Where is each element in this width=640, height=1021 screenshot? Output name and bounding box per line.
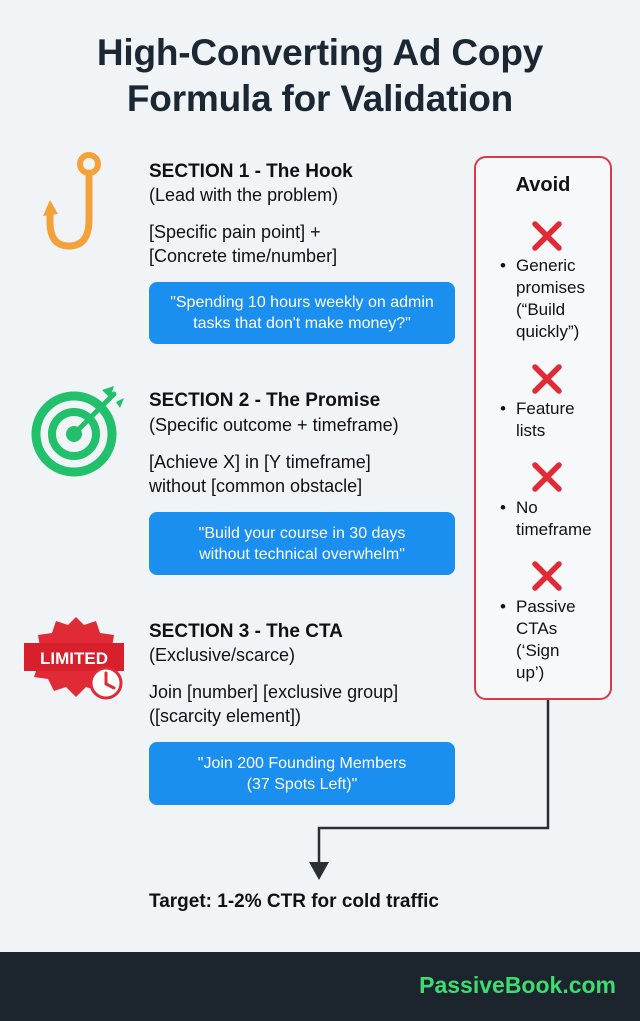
x-mark-icon	[530, 461, 564, 493]
section-2-subtitle: (Specific outcome + timeframe)	[149, 415, 399, 435]
avoid-item-line: No	[516, 498, 538, 517]
avoid-item-line: promises	[516, 278, 585, 297]
title-line-2: Formula for Validation	[126, 78, 514, 119]
x-mark-icon	[530, 363, 564, 395]
avoid-item-line: (‘Sign	[516, 641, 560, 660]
avoid-item-line: Passive	[516, 597, 576, 616]
x-mark-icon	[530, 220, 564, 252]
section-1-example-line-1: "Spending 10 hours weekly on admin	[170, 294, 434, 311]
avoid-item-line: (“Build	[516, 300, 566, 319]
avoid-item-generic-promises	[500, 255, 612, 343]
section-2-example-bubble	[149, 512, 455, 575]
avoid-item-line: up’)	[516, 663, 545, 682]
avoid-item-line: timeframe	[516, 520, 592, 539]
bullet-icon: •	[500, 498, 506, 517]
avoid-item-feature-lists	[500, 398, 612, 442]
section-2-example-line-2: without technical overwhelm"	[199, 545, 405, 563]
bullet-icon: •	[500, 399, 506, 418]
section-3-example-line-2: (37 Spots Left)"	[246, 775, 358, 793]
section-2-formula-line-2: without [common obstacle]	[149, 476, 363, 496]
section-3-title: SECTION 3 - The CTA	[149, 621, 343, 642]
x-mark-icon	[530, 560, 564, 592]
avoid-item-line: quickly”)	[516, 322, 580, 341]
target-arrow-icon	[28, 382, 128, 482]
avoid-item-passive-ctas	[500, 596, 612, 684]
section-3-formula-line-1: Join [number] [exclusive group]	[149, 682, 399, 702]
badge-text: LIMITED	[40, 649, 108, 668]
bullet-icon: •	[500, 597, 506, 616]
section-3-subtitle: (Exclusive/scarce)	[149, 645, 296, 665]
avoid-item-line: CTAs	[516, 619, 558, 638]
section-1-subtitle: (Lead with the problem)	[149, 185, 339, 205]
section-1-example-bubble	[149, 282, 455, 344]
section-3-example-bubble	[149, 742, 455, 805]
section-1-title: SECTION 1 - The Hook	[149, 161, 353, 182]
avoid-item-no-timeframe	[500, 497, 612, 541]
section-3-example-line-1: "Join 200 Founding Members	[197, 754, 407, 772]
section-1-formula	[149, 220, 459, 268]
section-1-formula-line-1: [Specific pain point] +	[149, 222, 321, 242]
title-line-1: High-Converting Ad Copy	[96, 32, 544, 73]
fishing-hook-icon	[40, 150, 110, 255]
brand-link[interactable]: PassiveBook.com	[419, 972, 616, 998]
section-2-title: SECTION 2 - The Promise	[149, 390, 381, 411]
avoid-title: Avoid	[515, 174, 571, 196]
avoid-item-line: Generic	[516, 256, 576, 275]
limited-badge-icon	[22, 613, 130, 705]
section-2-formula	[149, 450, 459, 498]
target-text: Target: 1-2% CTR for cold traffic	[149, 891, 439, 912]
avoid-item-line: lists	[516, 421, 546, 440]
section-2-example-line-1: "Build your course in 30 days	[198, 524, 406, 542]
section-1-example-line-2: tasks that don't make money?"	[193, 315, 411, 332]
avoid-item-line: Feature	[516, 399, 575, 418]
section-3-formula-line-2: ([scarcity element])	[149, 706, 302, 726]
section-2-formula-line-1: [Achieve X] in [Y timeframe]	[149, 452, 371, 472]
bullet-icon: •	[500, 256, 506, 275]
section-3-formula	[149, 680, 459, 728]
section-1-formula-line-2: [Concrete time/number]	[149, 246, 338, 266]
